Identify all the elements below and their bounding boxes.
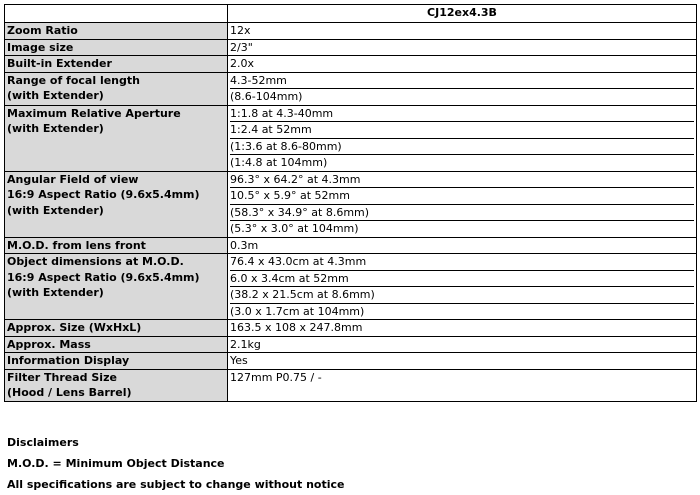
spec-label: (with Extender) (7, 286, 104, 299)
spec-label: Approx. Mass (7, 337, 91, 351)
spec-value: 127mm P0.75 / - (230, 370, 322, 384)
spec-label: Object dimensions at M.O.D. (7, 255, 184, 268)
spec-label-cell (5, 56, 228, 73)
spec-label: (Hood / Lens Barrel) (7, 386, 132, 399)
spec-value-cell (228, 39, 697, 56)
spec-label: Built-in Extender (7, 57, 112, 70)
spec-label: Image size (7, 40, 74, 54)
spec-label-cell (5, 23, 228, 40)
spec-label-cell (5, 353, 228, 370)
spec-label: (with Extender) (7, 89, 104, 102)
spec-value-cell (228, 336, 697, 353)
spec-row (5, 39, 697, 56)
spec-row (5, 56, 697, 73)
spec-row (5, 105, 697, 171)
disclaimer-mod: M.O.D. = Minimum Object Distance (7, 457, 225, 470)
spec-label-cell (5, 72, 228, 105)
spec-value-cell (228, 171, 697, 237)
spec-value-cell (228, 369, 697, 401)
spec-value: 96.3° x 64.2° at 4.3mm (230, 172, 694, 189)
spec-value: 1:1.8 at 4.3-40mm (230, 106, 694, 123)
spec-value: 6.0 x 3.4cm at 52mm (230, 271, 694, 288)
spec-label: Approx. Size (WxHxL) (7, 321, 142, 334)
spec-label: (with Extender) (7, 122, 104, 135)
spec-label: Information Display (7, 354, 130, 367)
spec-value-cell (228, 320, 697, 337)
spec-label: 16:9 Aspect Ratio (9.6x5.4mm) (7, 188, 200, 201)
disclaimers-section (7, 432, 345, 495)
spec-value-cell (228, 254, 697, 320)
header-empty-cell (5, 5, 228, 23)
spec-value-cell (228, 23, 697, 40)
spec-row (5, 320, 697, 337)
spec-value: 2.1kg (230, 337, 261, 351)
spec-label: M.O.D. from lens front (7, 238, 146, 252)
spec-value-cell (228, 237, 697, 254)
spec-table (4, 4, 697, 402)
spec-label: Zoom Ratio (7, 24, 78, 37)
spec-value-cell (228, 353, 697, 370)
disclaimers-title: Disclaimers (7, 436, 79, 449)
spec-row (5, 369, 697, 401)
spec-value: (58.3° x 34.9° at 8.6mm) (230, 205, 694, 222)
spec-label: (with Extender) (7, 203, 104, 217)
spec-label: 16:9 Aspect Ratio (9.6x5.4mm) (7, 270, 200, 284)
spec-label-cell (5, 237, 228, 254)
spec-value: 0.3m (230, 238, 259, 252)
spec-row (5, 336, 697, 353)
spec-label: Maximum Relative Aperture (7, 106, 181, 120)
spec-row (5, 254, 697, 320)
spec-value: 4.3-52mm (230, 73, 694, 90)
spec-label-cell (5, 320, 228, 337)
spec-row (5, 353, 697, 370)
spec-value: (8.6-104mm) (230, 90, 303, 103)
spec-value: Yes (230, 354, 248, 367)
spec-value: 1:2.4 at 52mm (230, 122, 694, 139)
spec-label: Range of focal length (7, 73, 140, 87)
spec-label-cell (5, 39, 228, 56)
spec-value-cell (228, 56, 697, 73)
spec-value-cell (228, 105, 697, 171)
spec-value: 2.0x (230, 57, 255, 70)
spec-label: Filter Thread Size (7, 370, 117, 384)
spec-row (5, 23, 697, 40)
spec-label-cell (5, 369, 228, 401)
spec-value: (1:4.8 at 104mm) (230, 156, 328, 169)
spec-label-cell (5, 171, 228, 237)
spec-value: 12x (230, 24, 251, 37)
spec-value: (3.0 x 1.7cm at 104mm) (230, 304, 365, 318)
spec-value: (38.2 x 21.5cm at 8.6mm) (230, 287, 694, 304)
spec-value: 163.5 x 108 x 247.8mm (230, 321, 363, 334)
spec-value-cell (228, 72, 697, 105)
header-row (5, 5, 697, 23)
spec-value: 10.5° x 5.9° at 52mm (230, 188, 694, 205)
spec-row (5, 171, 697, 237)
spec-row (5, 237, 697, 254)
spec-label-cell (5, 254, 228, 320)
spec-value: 2/3" (230, 40, 253, 54)
spec-value: 76.4 x 43.0cm at 4.3mm (230, 254, 694, 271)
spec-value: (5.3° x 3.0° at 104mm) (230, 222, 359, 235)
spec-value: (1:3.6 at 8.6-80mm) (230, 139, 694, 156)
spec-label-cell (5, 105, 228, 171)
spec-row (5, 72, 697, 105)
spec-label-cell (5, 336, 228, 353)
model-name: CJ12ex4.3B (228, 5, 697, 23)
disclaimer-change-notice: All specifications are subject to change without notice (7, 478, 345, 491)
spec-label: Angular Field of view (7, 172, 139, 186)
